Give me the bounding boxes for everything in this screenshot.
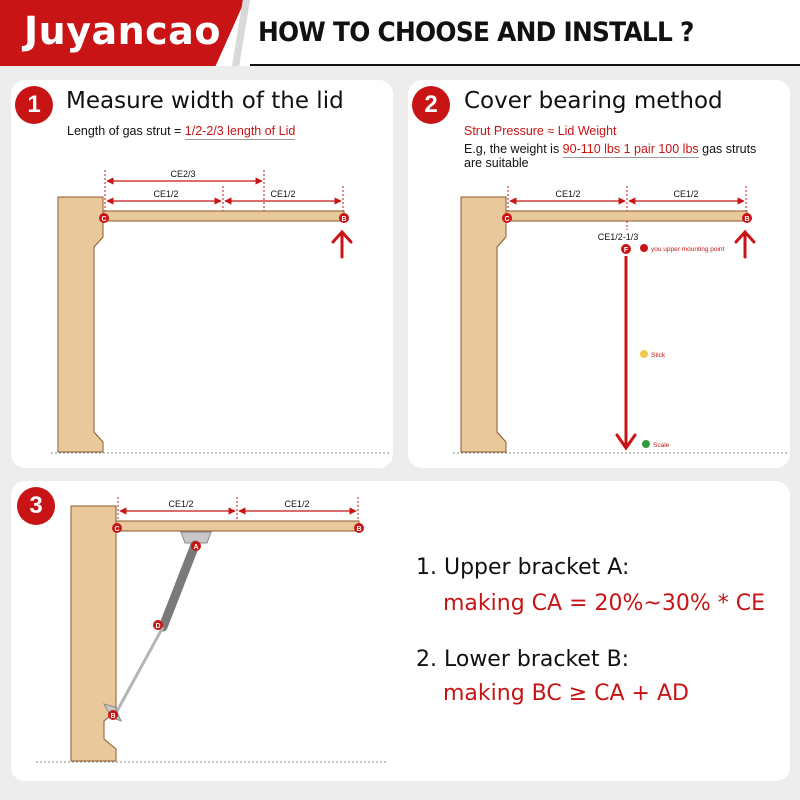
- point-b-label: B: [341, 216, 347, 223]
- upper-bracket-formula: making CA = 20%~30% * CE: [443, 591, 765, 616]
- point-c-label: C: [114, 526, 120, 533]
- step-3-badge: 3: [17, 487, 55, 525]
- title-underline: [250, 64, 800, 66]
- ce12-right-label: CE1/2: [673, 189, 699, 199]
- point-a-label: A: [193, 544, 199, 551]
- lift-arrow-icon: [736, 232, 754, 257]
- lift-arrow-icon: [333, 232, 351, 257]
- header-banner: [0, 0, 800, 66]
- lid-board: [103, 211, 347, 223]
- lower-bracket-heading: 2. Lower bracket B:: [416, 647, 630, 672]
- ce12-left-label: CE1/2: [555, 189, 581, 199]
- mount-point-label: you upper mounting point: [651, 246, 725, 253]
- step-2-example-line2: are suitable: [464, 156, 529, 170]
- point-c-label: C: [101, 216, 107, 223]
- step-3-panel: [11, 481, 790, 781]
- page-title: HOW TO CHOOSE AND INSTALL ?: [258, 17, 694, 48]
- step-1-note-value: 1/2-2/3 length of Lid: [184, 124, 296, 138]
- step-1-panel: [11, 80, 393, 468]
- ce23-label: CE2/3: [170, 169, 196, 179]
- step-2-example-value: 90-110 lbs 1 pair 100 lbs: [562, 142, 699, 156]
- step-2-badge: 2: [412, 86, 450, 124]
- step-2-rule: Strut Pressure ≈ Lid Weight: [464, 124, 617, 138]
- scale-icon: [642, 440, 650, 448]
- step-2-panel: [408, 80, 790, 468]
- lid-board: [506, 211, 750, 223]
- stick-icon: [640, 350, 648, 358]
- ce-range-label: CE1/2-1/3: [597, 232, 639, 242]
- cabinet-wall: [58, 197, 103, 452]
- point-f-label: F: [623, 247, 629, 254]
- step-2-diagram: [408, 80, 790, 468]
- point-b-label: B: [356, 526, 362, 533]
- ce12-left-label: CE1/2: [168, 499, 194, 509]
- step-2-example-prefix: E.g, the weight is: [464, 142, 563, 156]
- upper-bracket-heading: 1. Upper bracket A:: [416, 555, 630, 580]
- ce12-right-label: CE1/2: [270, 189, 296, 199]
- step-3-diagram: [11, 481, 391, 781]
- cabinet-wall: [71, 506, 116, 761]
- step-1-note-prefix: Length of gas strut =: [67, 124, 185, 138]
- cabinet-wall: [461, 197, 506, 452]
- point-c-label: C: [504, 216, 510, 223]
- point-b-lower-label: B: [110, 713, 116, 720]
- strut-rod: [116, 627, 163, 713]
- step-1-diagram: [11, 80, 393, 468]
- point-d-label: D: [155, 623, 161, 630]
- lid-board: [116, 521, 362, 533]
- step-2-title: Cover bearing method: [464, 88, 723, 114]
- strut-cylinder: [163, 545, 195, 627]
- brand-logo: Juyancao: [24, 9, 221, 53]
- step-2-example-suffix: gas struts: [698, 142, 757, 156]
- lower-bracket-formula: making BC ≥ CA + AD: [443, 681, 689, 706]
- point-b-label: B: [744, 216, 750, 223]
- stick-label: Stick: [651, 352, 666, 359]
- ce12-left-label: CE1/2: [153, 189, 179, 199]
- mount-point-icon: [640, 244, 648, 252]
- step-1-badge: 1: [15, 86, 53, 124]
- ce12-right-label: CE1/2: [284, 499, 310, 509]
- step-1-title: Measure width of the lid: [66, 88, 344, 114]
- scale-label: Scale: [653, 442, 670, 449]
